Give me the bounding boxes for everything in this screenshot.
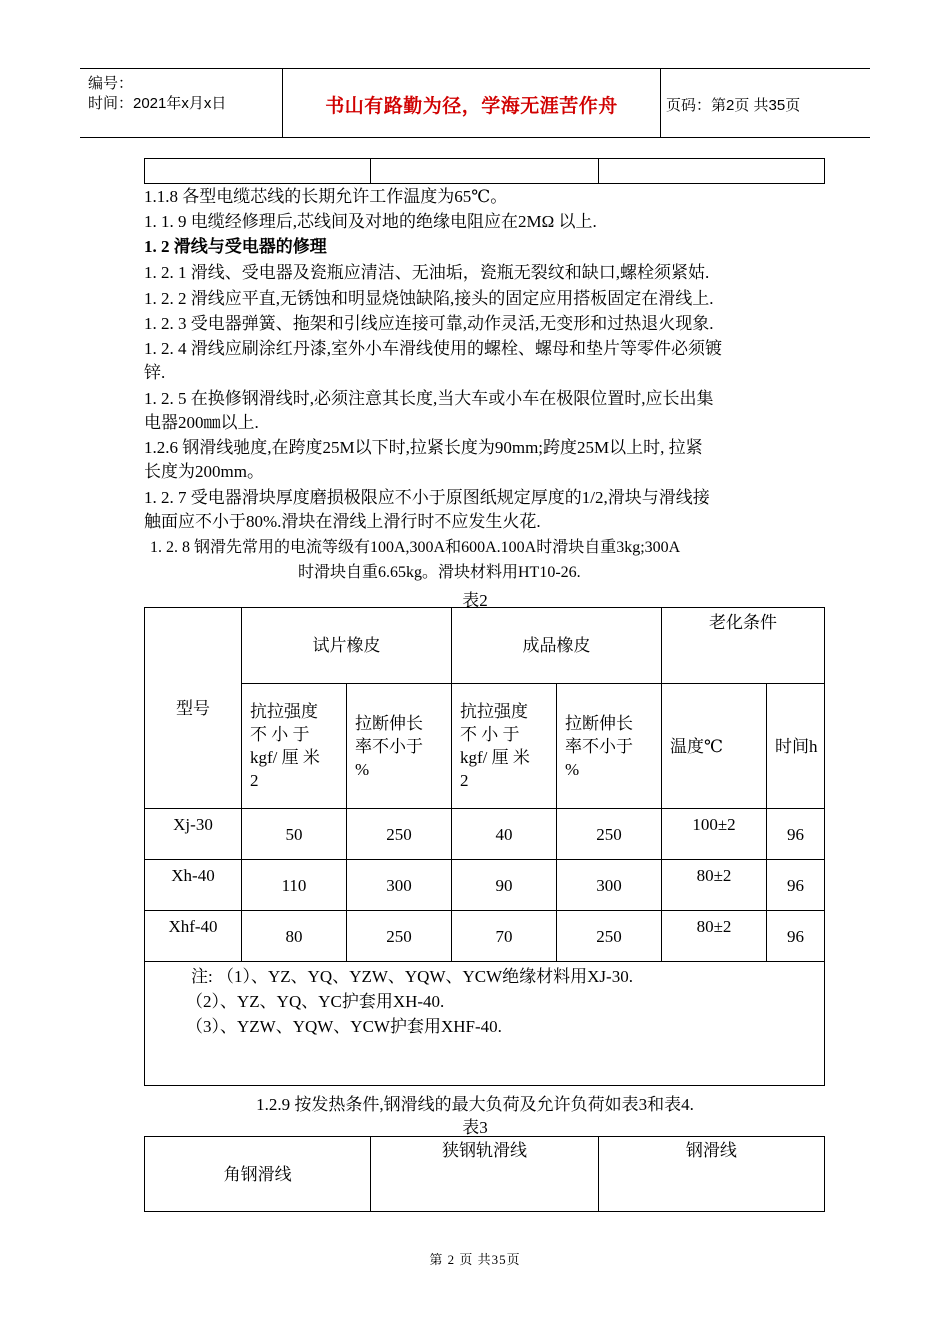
number-label: 编号：	[88, 75, 134, 92]
note-1: 注: （1）、YZ、YQ、YZW、YQW、YCW绝缘材料用XJ-30.	[191, 967, 633, 986]
para-1-2-8-line1: 1. 2. 8 钢滑先常用的电流等级有100A,300A和600A.100A时滑块自重3kg;300A	[150, 539, 681, 556]
para-1-2-6-line2: 长度为200mm。	[144, 462, 264, 481]
aging-condition-header: 老化条件	[662, 608, 825, 684]
table3-caption: 表3	[462, 1118, 488, 1137]
para-1-2-7-line1: 1. 2. 7 受电器滑块厚度磨损极限应不小于原图纸规定厚度的1/2,滑块与滑线接	[144, 488, 710, 507]
stub-cell	[145, 159, 371, 184]
para-1-2-7-line2: 触面应不小于80%.滑块在滑线上滑行时不应发生火花.	[144, 512, 541, 531]
stub-cell	[371, 159, 598, 184]
table2-notes	[145, 962, 825, 1086]
prod-tensile-header: 抗拉强度 不 小 于 kgf/ 厘 米 2	[452, 684, 557, 809]
header-motto: 书山有路勤为径，学海无涯苦作舟	[325, 95, 618, 117]
para-1-2-3: 1. 2. 3 受电器弹簧、拖架和引线应连接可靠,动作灵活,无变形和过热退火现象.	[144, 314, 714, 333]
table-row: Xhf-40 80 250 70 250 80±2 96	[145, 911, 825, 962]
product-rubber-header: 成品橡皮	[452, 608, 662, 684]
spec-elong-header: 拉断伸长 率不小于 %	[347, 684, 452, 809]
temperature-header: 温度℃	[662, 684, 767, 809]
para-1-1-9: 1. 1. 9 电缆经修理后,芯线间及对地的绝缘电阻应在2MΩ 以上.	[144, 212, 597, 231]
time-header: 时间h	[767, 684, 825, 809]
model-header: 型号	[145, 608, 242, 809]
para-1-1-8: 1.1.8 各型电缆芯线的长期允许工作温度为65℃。	[144, 187, 508, 206]
para-1-2-5-line1: 1. 2. 5 在换修钢滑线时,必须注意其长度,当大车或小车在极限位置时,应长出集	[144, 389, 714, 408]
table-2	[144, 607, 825, 1086]
page-number-label: 页码：第2页 共35页	[666, 97, 801, 114]
angle-steel-header: 角钢滑线	[145, 1137, 371, 1212]
para-1-2-6-line1: 1.2.6 钢滑线驰度,在跨度25M以下时,拉紧长度为90mm;跨度25M以上时, 拉紧	[144, 438, 703, 457]
top-stub-table	[144, 158, 825, 184]
page-footer: 第 2 页 共35页	[429, 1252, 521, 1267]
note-2: （2）、YZ、YQ、YC护套用XH-40.	[186, 992, 445, 1011]
prod-elong-header: 拉断伸长 率不小于 %	[557, 684, 662, 809]
steel-wire-header: 钢滑线	[598, 1137, 824, 1212]
para-1-2-9: 1.2.9 按发热条件,钢滑线的最大负荷及允许负荷如表3和表4.	[256, 1095, 694, 1114]
para-1-2-5-line2: 电器200㎜以上.	[144, 413, 259, 432]
date-label: 时间：2021年x月x日	[88, 95, 227, 112]
para-1-2-4-line1: 1. 2. 4 滑线应刷涂红丹漆,室外小车滑线使用的螺栓、螺母和垫片等零件必须镀	[144, 339, 722, 358]
para-1-2-1: 1. 2. 1 滑线、受电器及瓷瓶应清洁、无油垢，瓷瓶无裂纹和缺口,螺栓须紧姑.	[144, 263, 710, 282]
table2-caption: 表2	[462, 591, 488, 610]
para-1-2-8-line2: 时滑块自重6.65kg。滑块材料用HT10-26.	[298, 564, 581, 581]
section-heading-1-2: 1. 2 滑线与受电器的修理	[144, 237, 327, 256]
stub-cell	[598, 159, 824, 184]
page-header	[80, 68, 870, 138]
table-row: Xj-30 50 250 40 250 100±2 96	[145, 809, 825, 860]
header-meta	[88, 74, 226, 114]
narrow-rail-header: 狭钢轨滑线	[371, 1137, 598, 1212]
para-1-2-4-line2: 锌.	[144, 363, 166, 382]
spec-tensile-header: 抗拉强度 不 小 于 kgf/ 厘 米 2	[242, 684, 347, 809]
table-3	[144, 1136, 825, 1212]
table-row: Xh-40 110 300 90 300 80±2 96	[145, 860, 825, 911]
para-1-2-2: 1. 2. 2 滑线应平直,无锈蚀和明显烧蚀缺陷,接头的固定应用搭板固定在滑线上.	[144, 289, 714, 308]
note-3: （3）、YZW、YQW、YCW护套用XHF-40.	[186, 1017, 502, 1036]
specimen-rubber-header: 试片橡皮	[242, 608, 452, 684]
